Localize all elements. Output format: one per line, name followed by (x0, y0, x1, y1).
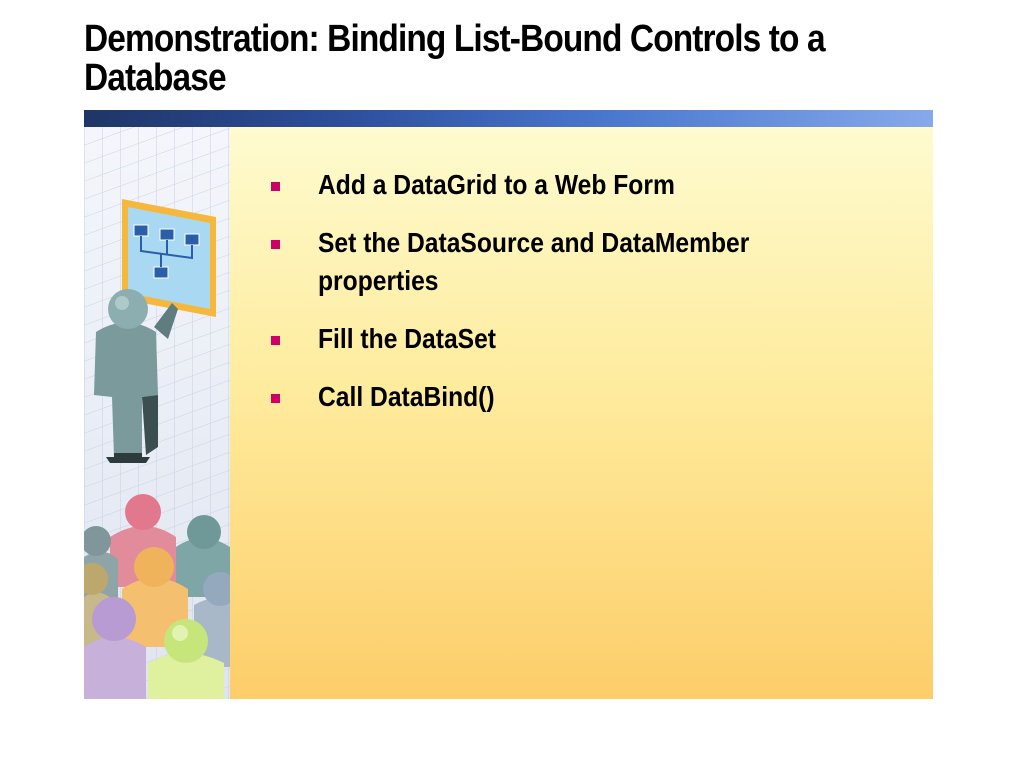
side-illustration (84, 127, 230, 699)
title-accent-bar (84, 110, 933, 127)
bullet-item (268, 166, 908, 204)
bullet-text: Call DataBind() (318, 381, 495, 412)
bullet-item (268, 378, 908, 416)
bullet-item (268, 320, 908, 358)
square-bullet-icon (271, 240, 280, 249)
slide-title: Demonstration: Binding List-Bound Controls to a Database (84, 18, 825, 99)
bullet-text: Add a DataGrid to a Web Form (318, 169, 675, 200)
bullet-text: Set the DataSource and DataMember properties (318, 227, 750, 296)
square-bullet-icon (271, 394, 280, 403)
square-bullet-icon (271, 182, 280, 191)
bullet-list (268, 166, 908, 436)
bullet-text: Fill the DataSet (318, 323, 496, 354)
square-bullet-icon (271, 336, 280, 345)
bullet-item (268, 224, 908, 300)
